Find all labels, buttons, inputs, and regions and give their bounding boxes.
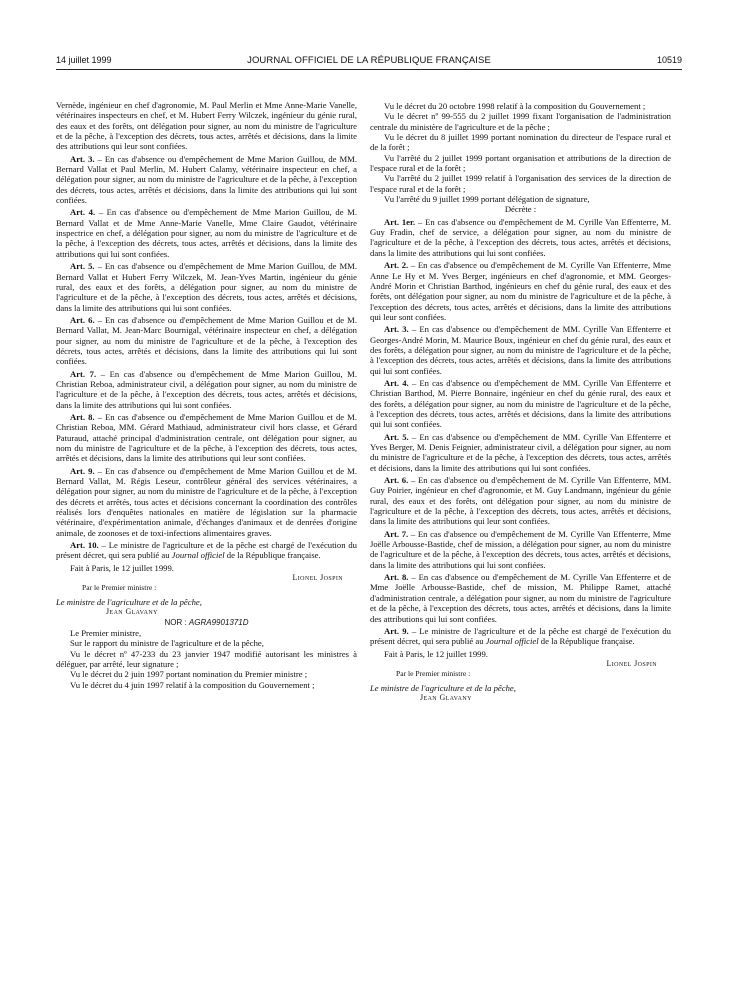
article-9 [56,466,357,538]
vu-decret-8-juillet: Vu le décret du 8 juillet 1999 portant nomination du directeur de l'espace rural et de la forêt ; [370,132,671,153]
article-2 [370,260,671,322]
vu-decret-2-juin: Vu le décret du 2 juin 1997 portant nomination du Premier ministre ; [70,669,308,680]
article-8 [370,572,671,624]
page-header [56,55,682,69]
signer-name: Lionel Jospin [292,573,343,583]
article-1 [370,217,671,258]
fait-a-paris: Fait à Paris, le 12 juillet 1999. [384,648,488,659]
signer-name: Lionel Jospin [606,658,657,668]
vu-decret-20-octobre: Vu le décret du 20 octobre 1998 relatif à la composition du Gouvernement ; [384,101,646,111]
nor-label: NOR : [164,617,189,627]
par-premier-ministre: Par le Premier ministre : [82,583,157,593]
article-label: Art. 10. [70,540,99,551]
header-date: 14 juillet 1999 [56,55,112,65]
article-label: Art. 3. [70,153,95,164]
article-text: – En cas d'absence ou d'empêchement de Mme Marion Guillou et de M. Bernard Vallat, M. Régis Leseur, contrôleur général des services vétérinaires, a délégation pour signer, au nom du ministre de l'agriculture et de la pêche, à l'exception des décrets et arrêtés, tous actes et décisions concernant la coordination des contrôles réalisés lors d'enquêtes nationales en matière de législation sur la pharmacie vétérinaire, d'expérimentation animale, d'échanges d'animaux et de denrées d'origine animale, de zoonoses et de toxi-infections alimentaires graves. [56,465,357,538]
vu-decret-99-555: Vu le décret nº 99-555 du 2 juillet 1999 fixant l'organisation de l'administration centrale du ministère de l'agriculture et de la pêche ; [370,111,671,132]
article-text: – En cas d'absence ou d'empêchement de Mme Marion Guillou, de MM. Bernard Vallat et Paul Merlin, M. Hubert Calamy, vétérinaire inspecteur en chef, a délégation pour signer, au nom du ministre de l'agriculture et de la pêche, à l'exception des décrets, tous actes, arrêtés et décisions, dans la limite des attributions qui lui sont confiées. [56,153,357,206]
article-text: – En cas d'absence ou d'empêchement de Mme Marion Guillou, de MM. Bernard Vallat et Hubert Ferry Wilczek, M. Jean-Yves Martin, ingénieur du génie rural, des eaux et des forêts, a délégation pour signer, au nom du ministre de l'agriculture et de la pêche, à l'exception des décrets, tous actes, arrêtés et décisions, dans la limite des attributions qui lui sont confiées. [56,261,357,313]
article-label: Art. 7. [70,368,97,379]
article-7 [56,369,357,410]
article-9 [370,626,671,647]
article-4 [56,207,357,259]
article-text: – En cas d'absence ou d'empêchement de Mme Marion Guillou et de M. Christian Reboa, MM. Gérard Mathiaud, administrateur civil hors classe, et Gérard Paturaud, attaché principal d'administration centrale, ont délégation pour signer, au nom du ministre de l'agriculture et de la pêche, à l'exception des décrets, tous actes, arrêtés et décisions, dans la limite des attributions qui leur sont confiées. [56,411,357,464]
article-label: Art. 8. [70,411,95,422]
article-label: Art. 7. [384,528,409,539]
right-column [370,101,671,703]
minister-name: Jean Glavany [106,607,158,617]
nor-reference [56,618,357,628]
article-text: – En cas d'absence ou d'empêchement de Mme Marion Guillou et de M. Bernard Vallat, M. Jean-Marc Bournigal, vétérinaire inspecteur en chef, a délégation pour signer, au nom du ministre de l'agriculture et de la pêche, à l'exception des décrets, tous actes, arrêtés et décisions, dans la limite des attributions qui lui sont confiées. [56,314,357,367]
header-rule [56,69,682,70]
article-label: Art. 4. [384,377,409,388]
article-text: – En cas d'absence ou d'empêchement de MM. Cyrille Van Effenterre et Christian Barthod, M. Pierre Bonnaire, ingénieur en chef du génie rural, des eaux et des forêts, a délégation pour signer, au nom du ministre de l'agriculture et de la pêche, à l'exception des décrets, tous actes, arrêtés et décisions, dans la limite des attributions qui lui sont confiées. [370,377,671,430]
article-text: – En cas d'absence ou d'empêchement de M. Cyrille Van Effenterre, M. Guy Fradin, chef de service, a délégation pour signer, au nom du ministre de l'agriculture et de la pêche, à l'exception des décrets, tous actes, arrêtés et décisions, dans la limite des attributions qui lui sont confiées. [370,216,671,258]
vu-decret-1947: Vu le décret nº 47-233 du 23 janvier 1947 modifié autorisant les ministres à déléguer, par arrêté, leur signature ; [56,648,357,669]
sur-rapport: Sur le rapport du ministre de l'agriculture et de la pêche, [70,638,264,649]
article-label: Art. 1er. [384,216,416,227]
article-3 [370,324,671,376]
article-label: Art. 6. [70,314,95,325]
vu-arrete-delegation: Vu l'arrêté du 9 juillet 1999 portant délégation de signature, [384,194,590,205]
article-7 [370,529,671,570]
article-label: Art. 5. [70,261,95,272]
article-text: – En cas d'absence ou d'empêchement de MM. Cyrille Van Effenterre et Georges-André Morin, M. Maurice Boux, ingénieur en chef du génie rural, des eaux et des forêts, a délégation pour signer, au nom du ministre de l'agriculture et de la pêche, à l'exception des décrets, tous actes, arrêtés et décisions, dans la limite des attributions qui lui sont confiées. [370,324,671,376]
article-text: de la République française. [538,636,635,647]
article-3 [56,154,357,206]
article-6 [370,475,671,527]
article-text: de la République française. [224,550,321,561]
article-8 [56,412,357,464]
vu-arrete-services: Vu l'arrêté du 2 juillet 1999 relatif à l'organisation des services de la direction de l'espace rural et de la forêt ; [370,173,671,194]
vu-decret-4-juin: Vu le décret du 4 juin 1997 relatif à la composition du Gouvernement ; [70,679,315,690]
article-text: – En cas d'absence ou d'empêchement de Mme Marion Guillou, de M. Bernard Vallat et de Mme Anne-Marie Vanelle, Mme Claire Gaudot, vétérinaire inspectrice en chef, a délégation pour signer, au nom du ministre de l'agriculture et de la pêche, à l'exception des décrets, tous actes, arrêtés et décisions, dans la limite des attributions qui lui sont confiées. [56,207,357,259]
minister-title: Le ministre de l'agriculture et de la pêche, [56,596,202,607]
article-text: – En cas d'absence ou d'empêchement de M. Cyrille Van Effenterre, MM. Guy Poirier, ingénieur en chef d'agronomie, et M. Guy Landmann, ingénieur du génie rural, des eaux et des forêts, ont délégation pour signer, au nom du ministre de l'agriculture et de la pêche, à l'exception des décrets, tous actes, arrêtés et décisions, dans la limite des attributions qui leur sont confiées. [370,475,671,527]
par-premier-ministre: Par le Premier ministre : [396,669,471,679]
article-6 [56,315,357,367]
nor-code: AGRA9901371D [188,617,249,627]
header-title: JOURNAL OFFICIEL DE LA RÉPUBLIQUE FRANÇAISE [247,55,491,66]
article-text: – En cas d'absence ou d'empêchement de M. Cyrille Van Effenterre et de Mme Joëlle Arbousse-Bastide, chef de mission, M. Philippe Ramet, attaché d'administration centrale, a délégation pour signer, au nom du ministre de l'agriculture et de la pêche, à l'exception des décrets, tous actes, arrêtés et décisions, dans la limite des attributions qui lui sont confiées. [370,572,671,624]
header-page-number: 10519 [656,55,682,65]
article-label: Art. 6. [384,475,409,486]
article-label: Art. 2. [384,260,409,271]
article-label: Art. 4. [70,207,96,218]
article-5 [370,432,671,473]
intro-paragraph: Vernède, ingénieur en chef d'agronomie, M. Paul Merlin et Mme Anne-Marie Vanelle, vétérinaires inspecteurs en chef, et M. Hubert Ferry Wilczek, ingénieur du génie rural, des eaux et des forêts, ont délégation pour signer, au nom du ministre de l'agriculture et de la pêche, à l'exception des décrets, tous actes, arrêtés et décisions, dans la limite des attributions qui leur sont confiées. [56,100,357,152]
article-text: – Le ministre de l'agriculture et de la pêche est chargé de l'exécution du présent décret, qui sera publié au [370,625,671,647]
article-text: – En cas d'absence ou d'empêchement de M. Cyrille Van Effenterre, Mme Anne Le Hy et M. Yves Berger, ingénieurs en chef d'agronomie, et MM. Georges-André Morin et Christian Barthod, ingénieurs en chef du génie rural, des eaux et des forêts, ont délégation pour signer, au nom du ministre de l'agriculture et de la pêche, à l'exception des décrets, tous actes, arrêtés et décisions, dans la limite des attributions qui leur sont confiées. [370,260,671,322]
minister-title: Le ministre de l'agriculture et de la pêche, [370,682,516,693]
article-text: – Le ministre de l'agriculture et de la pêche est chargé de l'exécution du présent décret, qui sera publié au [56,540,357,561]
journal-officiel-italic: Journal officiel [485,636,539,647]
article-10 [56,540,357,561]
article-text: – En cas d'absence ou d'empêchement de M. Cyrille Van Effenterre, Mme Joëlle Arbousse-Bastide, chef de mission, a délégation pour signer, au nom du ministre de l'agriculture et de la pêche, à l'exception des décrets, tous actes, arrêtés et décisions, dans la limite des attributions qui lui sont confiées. [370,528,671,570]
article-4 [370,378,671,430]
article-text: – En cas d'absence ou d'empêchement de MM. Cyrille Van Effenterre et Yves Berger, M. Denis Feignier, administrateur civil, a délégation pour signer, au nom du ministre de l'agriculture et de la pêche, à l'exception des décrets, tous actes, arrêtés et décisions, dans la limite des attributions qui lui sont confiées. [370,431,671,473]
article-label: Art. 5. [384,431,409,442]
journal-officiel-italic: Journal officiel [171,550,225,561]
fait-a-paris: Fait à Paris, le 12 juillet 1999. [70,562,174,573]
vu-arrete-organisation: Vu l'arrêté du 2 juillet 1999 portant organisation et attributions de la direction de l'espace rural et de la forêt ; [370,152,671,174]
article-text: – En cas d'absence ou d'empêchement de Mme Marion Guillou, M. Christian Reboa, administrateur civil, a délégation pour signer, au nom du ministre de l'agriculture et de la pêche, à l'exception des décrets, tous actes, arrêtés et décisions, dans la limite des attributions qui lui sont confiées. [56,368,357,410]
article-label: Art. 8. [384,572,409,583]
article-label: Art. 3. [384,324,409,335]
minister-name: Jean Glavany [420,692,472,702]
left-column [56,100,357,690]
article-label: Art. 9. [384,625,409,636]
article-5 [56,261,357,313]
decrete-heading: Décrète : [504,204,537,215]
article-label: Art. 9. [70,465,95,476]
premier-ministre: Le Premier ministre, [70,627,142,638]
